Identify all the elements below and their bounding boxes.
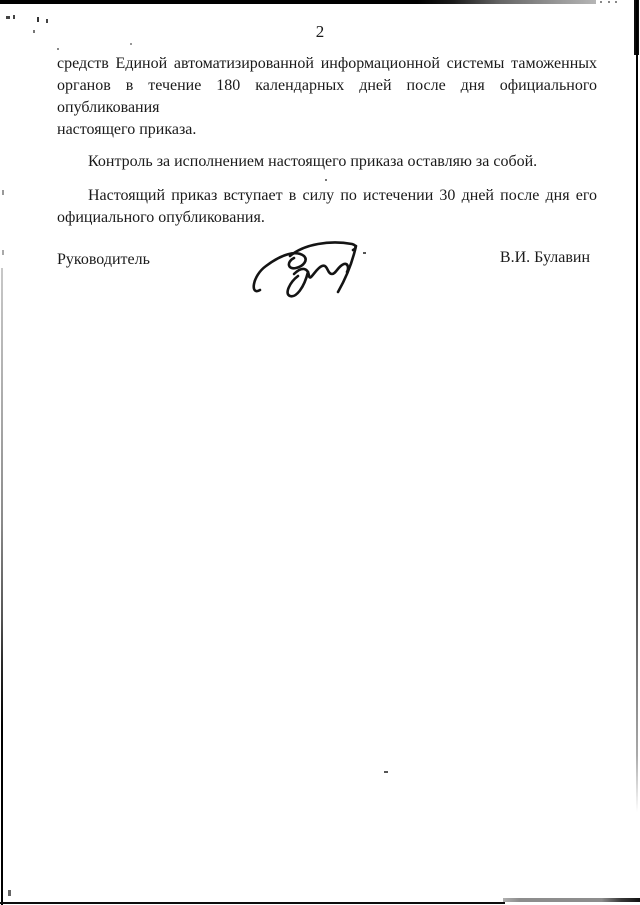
scan-bottom-gray-bar: [503, 898, 640, 902]
paragraph: [57, 151, 597, 173]
text-line: официального опубликования.: [57, 209, 265, 226]
text-line: настоящего приказа.: [57, 121, 197, 138]
scan-speck: [384, 771, 388, 773]
signatory-name: В.И. Булавин: [499, 249, 590, 266]
scan-right-edge-line: [636, 0, 638, 812]
scan-speck: [608, 1, 610, 3]
page-number: 2: [315, 22, 325, 41]
text-line: средств Единой автоматизированной информационной системы таможенных: [57, 55, 597, 72]
scan-speck: [6, 16, 10, 19]
scan-speck: [2, 190, 4, 195]
text-line: Контроль за исполнением настоящего приказа оставляю за собой.: [88, 153, 538, 170]
text-line: Настоящий приказ вступает в силу по истечении 30 дней после дня его: [88, 187, 597, 204]
document-body: [57, 53, 597, 229]
paragraph: [57, 185, 597, 229]
scan-speck: [13, 15, 15, 19]
scan-speck: [57, 48, 59, 50]
scan-speck: [615, 1, 617, 3]
scan-speck: [600, 1, 602, 3]
scan-bottom-edge-line: [0, 902, 505, 904]
scan-left-edge-line: [1, 268, 3, 905]
paragraph: [57, 53, 597, 141]
signature-scribble: [246, 230, 370, 300]
scan-speck: [2, 250, 4, 255]
signatory-title: Руководитель: [57, 251, 150, 268]
scan-top-edge-bar: [0, 0, 596, 4]
scan-speck: [130, 43, 132, 45]
text-line: органов в течение 180 календарных дней после дня официального опубликования: [57, 77, 597, 116]
scan-speck: [8, 890, 11, 896]
